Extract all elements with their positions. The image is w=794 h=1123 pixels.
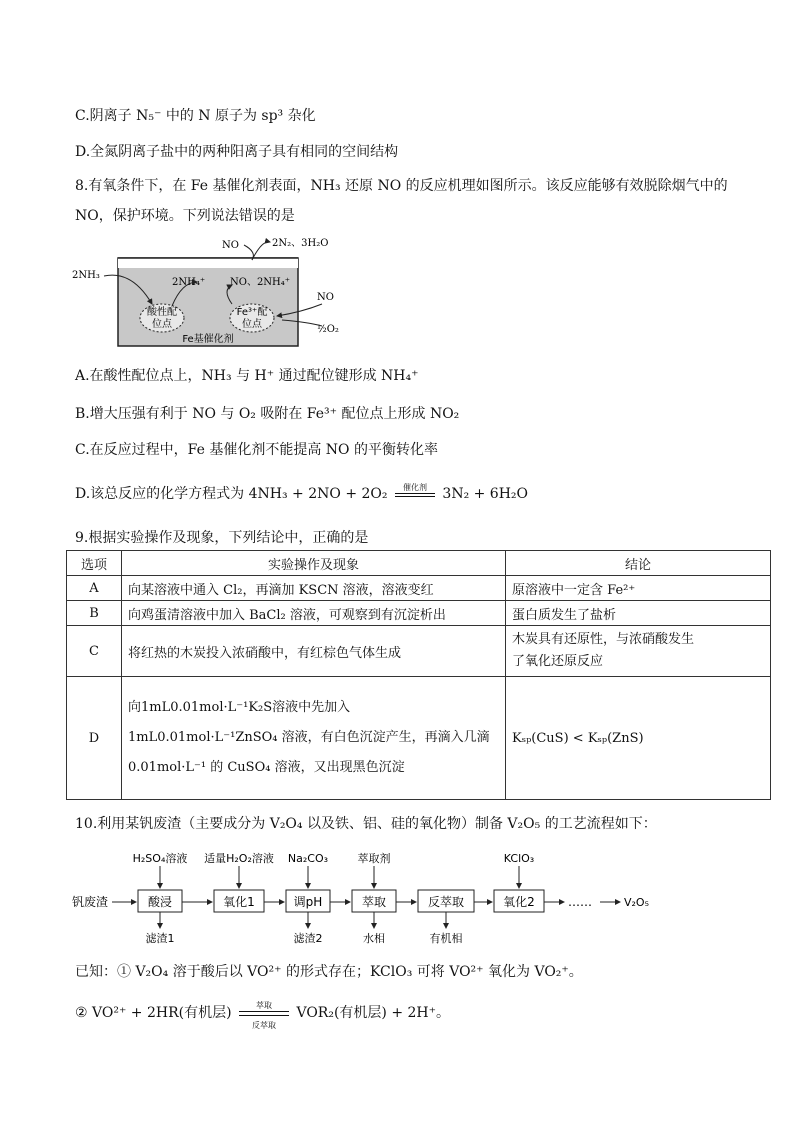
flow-reagent-2: 适量H₂O₂溶液 bbox=[204, 852, 274, 865]
q8-option-d bbox=[75, 484, 528, 504]
acid-site-label-2: 位点 bbox=[152, 319, 172, 330]
header-option: 选项 bbox=[67, 551, 122, 576]
row-operation: 将红热的木炭投入浓硝酸中，有红棕色气体生成 bbox=[122, 626, 506, 677]
flow-reagent-3: Na₂CO₃ bbox=[287, 852, 329, 865]
q10-stem: 10.利用某钒废渣（主要成分为 V₂O₄ 以及铁、铝、硅的氧化物）制备 V₂O₅ 的工艺流程如下： bbox=[75, 816, 657, 832]
flow-reagent-6: KClO₃ bbox=[503, 852, 535, 865]
table-row bbox=[67, 576, 771, 601]
flow-end-dots: …… bbox=[568, 895, 592, 909]
flow-output-3: 滤渣2 bbox=[293, 932, 323, 945]
table-row bbox=[67, 601, 771, 626]
row-conclusion: 蛋白质发生了盐析 bbox=[506, 601, 771, 626]
q10-known2-top: 萃取 bbox=[256, 1001, 273, 1010]
row-conclusion bbox=[506, 626, 771, 677]
q10-known-1: 已知：① V₂O₄ 溶于酸后以 VO²⁺ 的形式存在；KClO₃ 可将 VO²⁺ 氧化为 VO₂⁺。 bbox=[75, 964, 583, 980]
table-header-row bbox=[67, 551, 771, 576]
row-option: C bbox=[67, 626, 122, 677]
row-operation: 向某溶液中通入 Cl₂，再滴加 KSCN 溶液，溶液变红 bbox=[122, 576, 506, 601]
q8-option-c: C.在反应过程中，Fe 基催化剂不能提高 NO 的平衡转化率 bbox=[75, 442, 438, 458]
row-operation-line-1: 向1mL0.01mol·L⁻¹K₂S溶液中先加入 bbox=[128, 700, 351, 715]
row-operation bbox=[122, 677, 506, 800]
flow-output-5: 有机相 bbox=[429, 932, 463, 945]
flow-step-4-label: 萃取 bbox=[361, 895, 387, 909]
q10-known-2 bbox=[75, 1001, 451, 1030]
flow-step-1-label: 酸浸 bbox=[147, 895, 173, 909]
q8-stem-2: NO，保护环境。下列说法错误的是 bbox=[75, 208, 295, 224]
table-row bbox=[67, 626, 771, 677]
products-label: 2N₂、3H₂O bbox=[272, 238, 329, 249]
q10-known2-right: VOR₂(有机层) + 2H⁺。 bbox=[296, 1005, 451, 1021]
row-conclusion-line-2: 了氧化还原反应 bbox=[512, 654, 604, 669]
row-operation-line-3: 0.01mol·L⁻¹ 的 CuSO₄ 溶液，又出现黑色沉淀 bbox=[128, 760, 405, 775]
flow-step-5-label: 反萃取 bbox=[427, 895, 465, 909]
q9-table bbox=[66, 550, 771, 800]
flow-step-3-label: 调pH bbox=[293, 895, 323, 909]
row-conclusion: 原溶液中一定含 Fe²⁺ bbox=[506, 576, 771, 601]
q7-option-d: D.全氮阴离子盐中的两种阳离子具有相同的空间结构 bbox=[75, 144, 399, 160]
o2-label: ½O₂ bbox=[317, 324, 339, 335]
q7-option-c: C.阴离子 N₅⁻ 中的 N 原子为 sp³ 杂化 bbox=[75, 108, 316, 124]
header-conclusion: 结论 bbox=[506, 551, 771, 576]
q8-option-a: A.在酸性配位点上，NH₃ 与 H⁺ 通过配位键形成 NH₄⁺ bbox=[75, 368, 419, 384]
reaction-mechanism-diagram bbox=[72, 230, 372, 360]
no-nh4-label: NO、2NH₄⁺ bbox=[230, 277, 291, 288]
fe-site-label-2: 位点 bbox=[242, 319, 262, 330]
catalyst-surface bbox=[118, 258, 298, 346]
flow-reagent-1: H₂SO₄溶液 bbox=[132, 852, 188, 865]
q8-optd-left: D.该总反应的化学方程式为 4NH₃ + 2NO + 2O₂ bbox=[75, 486, 388, 502]
row-conclusion: Kₛₚ(CuS) < Kₛₚ(ZnS) bbox=[506, 677, 771, 800]
nh3-label: 2NH₃ bbox=[72, 270, 100, 281]
flow-reagent-4: 萃取剂 bbox=[357, 852, 391, 865]
flow-output-1: 滤渣1 bbox=[145, 932, 175, 945]
fe-site-label-1: Fe³⁺配 bbox=[236, 307, 268, 318]
nh4-label: 2NH₄⁺ bbox=[172, 277, 206, 288]
q9-stem: 9.根据实验操作及现象，下列结论中，正确的是 bbox=[75, 530, 369, 546]
flow-product: V₂O₅ bbox=[624, 896, 650, 909]
row-option: A bbox=[67, 576, 122, 601]
flow-step-2-label: 氧化1 bbox=[223, 895, 255, 909]
catalyst-label: Fe基催化剂 bbox=[182, 334, 234, 345]
q8-optd-right: 3N₂ + 6H₂O bbox=[442, 486, 529, 502]
row-conclusion-line-1: 木炭具有还原性，与浓硝酸发生 bbox=[512, 632, 695, 647]
row-option: B bbox=[67, 601, 122, 626]
acid-site-label-1: 酸性配 bbox=[147, 307, 177, 318]
flow-step-6-label: 氧化2 bbox=[503, 895, 535, 909]
no-top-label: NO bbox=[222, 240, 239, 251]
no-right-label: NO bbox=[317, 292, 334, 303]
table-row bbox=[67, 677, 771, 800]
header-operation: 实验操作及现象 bbox=[122, 551, 506, 576]
row-operation: 向鸡蛋清溶液中加入 BaCl₂ 溶液，可观察到有沉淀析出 bbox=[122, 601, 506, 626]
q10-known2-bottom: 反萃取 bbox=[252, 1021, 277, 1030]
q8-stem-1: 8.有氧条件下，在 Fe 基催化剂表面，NH₃ 还原 NO 的反应机理如图所示。该反应能够有效脱除烟气中的 bbox=[75, 178, 728, 194]
process-flow-diagram bbox=[72, 848, 662, 948]
q8-optd-condition: 催化剂 bbox=[402, 483, 427, 492]
flow-output-4: 水相 bbox=[363, 932, 385, 945]
flow-start: 钒废渣 bbox=[72, 895, 109, 909]
q10-known2-left: ② VO²⁺ + 2HR(有机层) bbox=[75, 1005, 232, 1021]
q8-option-b: B.增大压强有利于 NO 与 O₂ 吸附在 Fe³⁺ 配位点上形成 NO₂ bbox=[75, 406, 460, 422]
row-option: D bbox=[67, 677, 122, 800]
row-operation-line-2: 1mL0.01mol·L⁻¹ZnSO₄ 溶液，有白色沉淀产生，再滴入几滴 bbox=[128, 730, 490, 745]
